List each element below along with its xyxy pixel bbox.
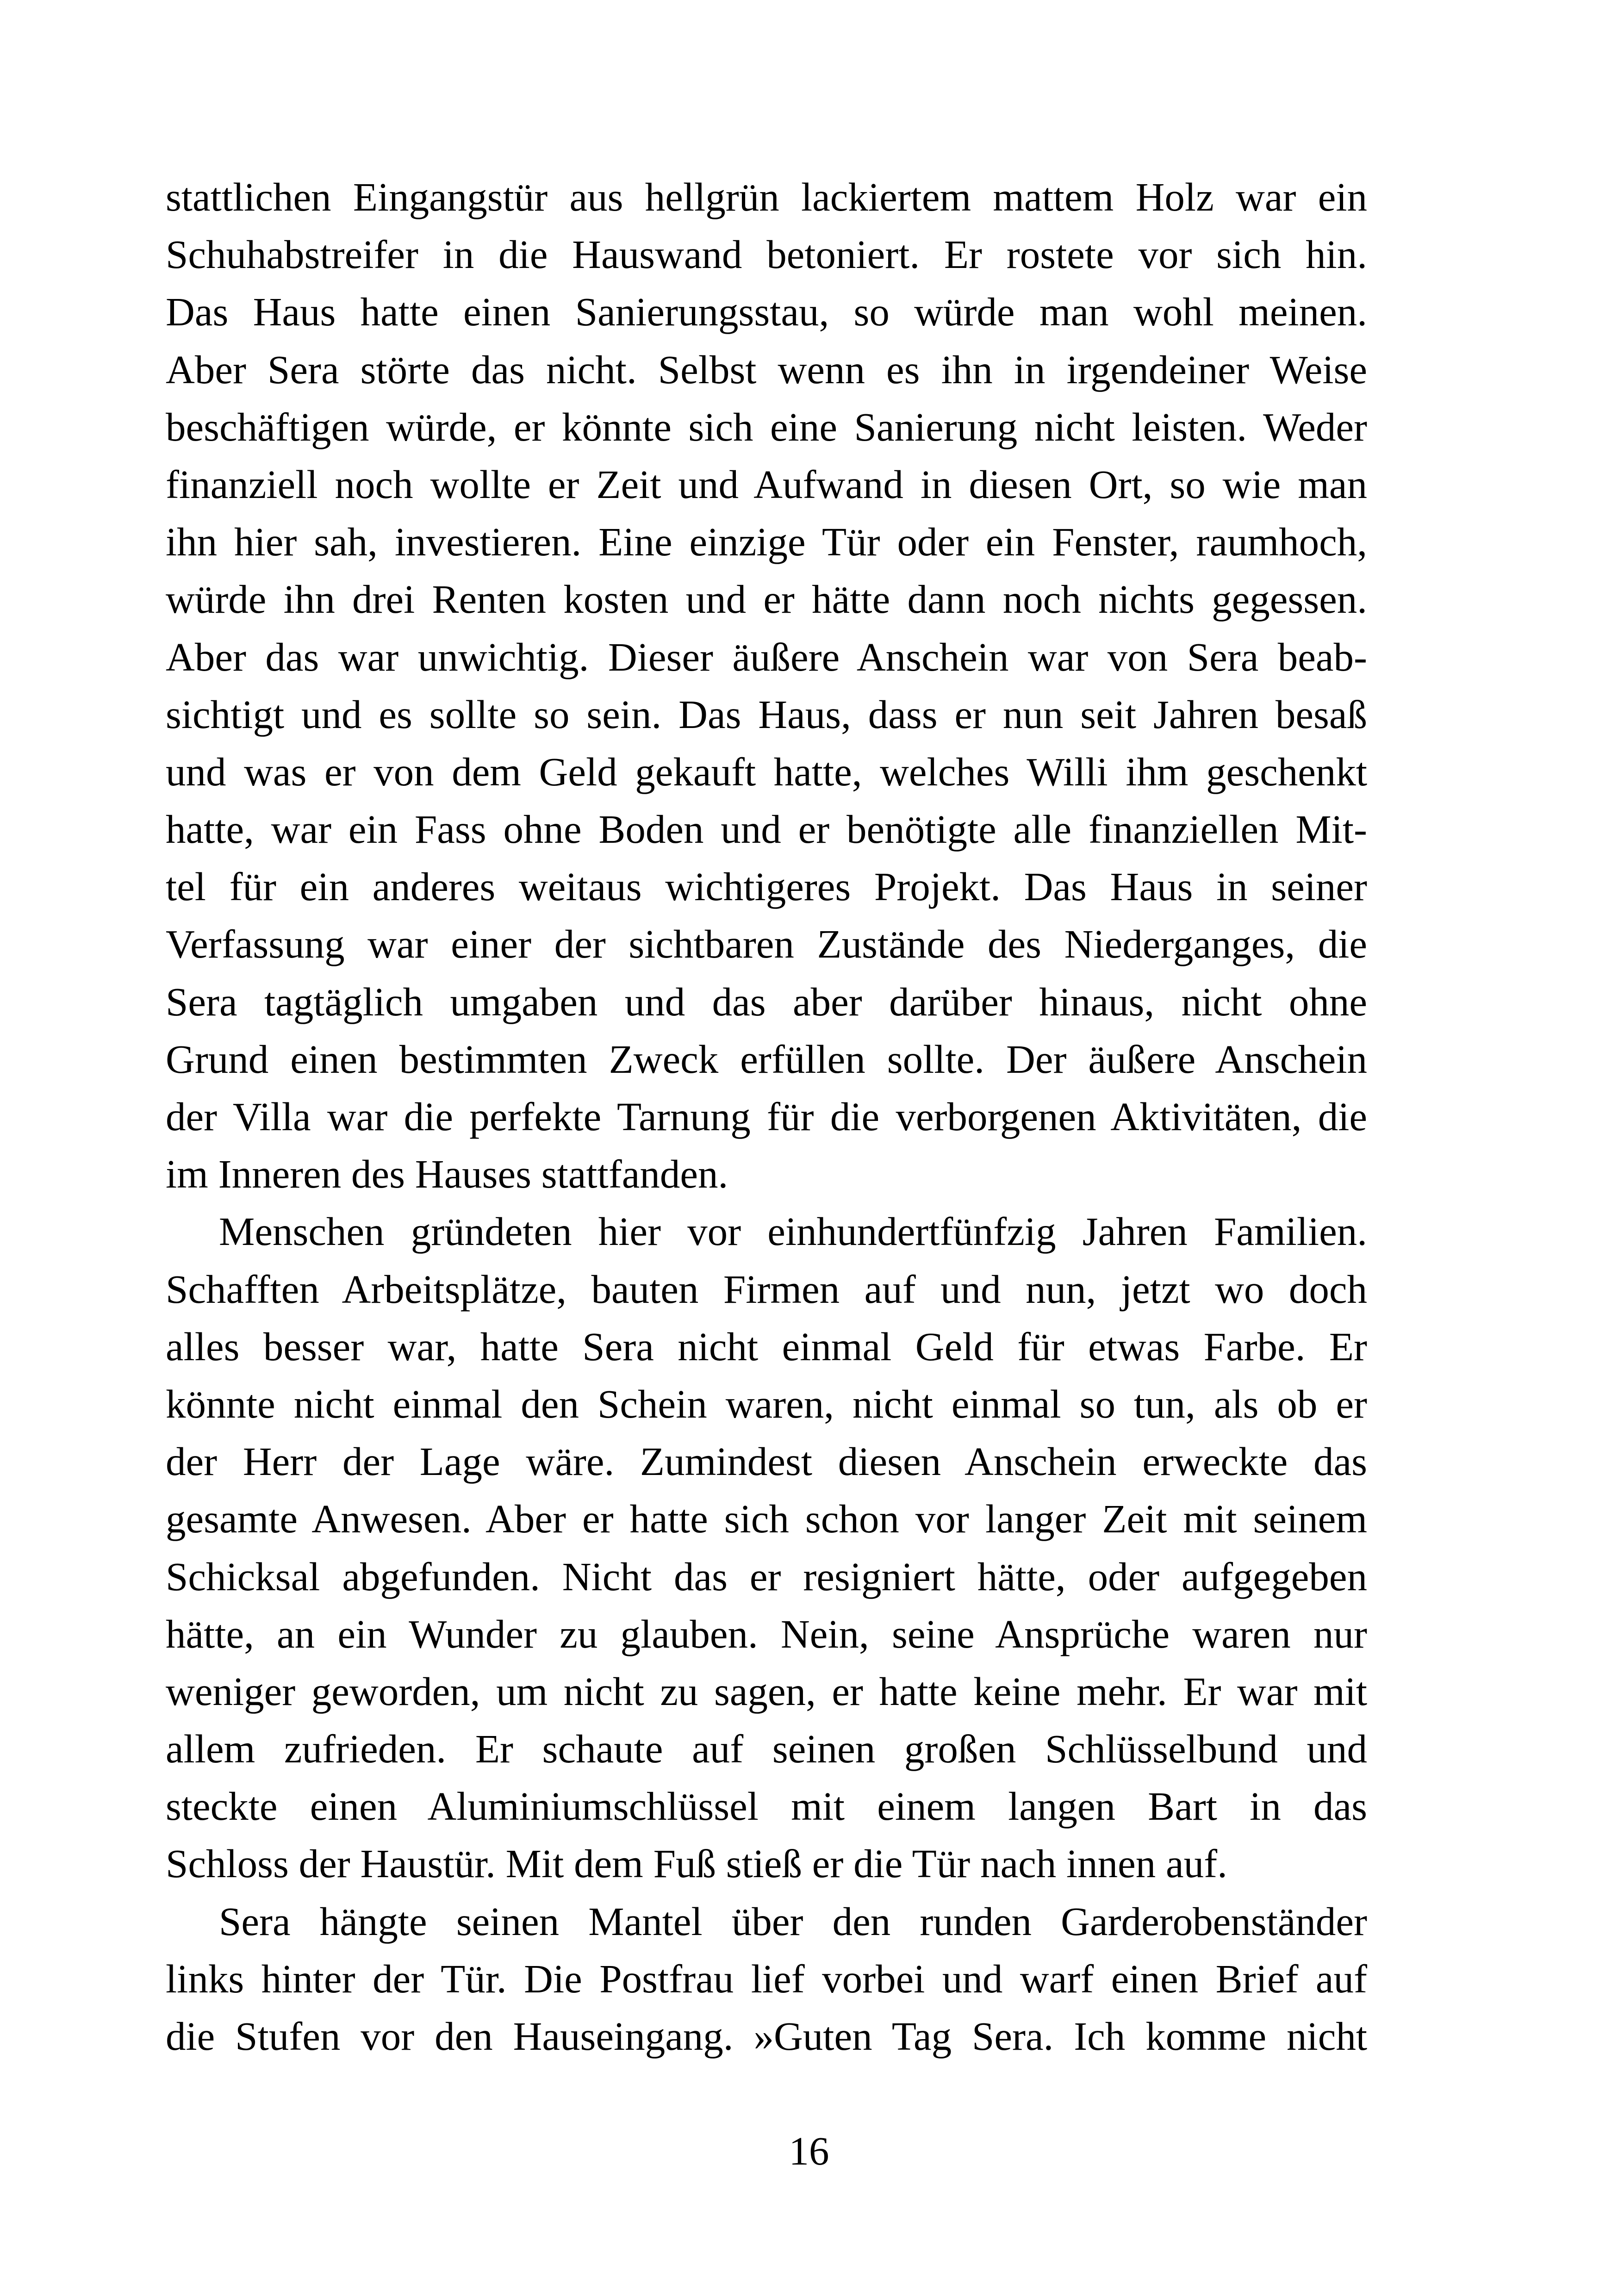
text-line: die Stufen vor den Hauseingang. »Guten Tag Sera. Ich komme nicht: [166, 2014, 1367, 2059]
text-line: Sera hängte seinen Mantel über den runden Garderobenständer: [219, 1898, 1367, 1944]
text-line: könnte nicht einmal den Schein waren, nicht einmal so tun, als ob er: [166, 1381, 1367, 1426]
text-line: Sera tagtäglich umgaben und das aber darüber hinaus, nicht ohne: [166, 979, 1367, 1024]
text-line: Schicksal abgefunden. Nicht das er resigniert hätte, oder aufgegeben: [166, 1554, 1367, 1599]
text-line: steckte einen Aluminiumschlüssel mit einem langen Bart in das: [166, 1784, 1367, 1829]
text-line: ihn hier sah, investieren. Eine einzige Tür oder ein Fenster, raumhoch,: [166, 519, 1367, 565]
text-line: gesamte Anwesen. Aber er hatte sich schon vor langer Zeit mit seinem: [166, 1496, 1367, 1542]
text-line: Schloss der Haustür. Mit dem Fuß stieß er die Tür nach innen auf.: [166, 1841, 1227, 1886]
text-line: tel für ein anderes weitaus wichtigeres Projekt. Das Haus in seiner: [166, 864, 1367, 909]
text-line: im Inneren des Hauses stattfanden.: [166, 1151, 728, 1197]
paragraph: [166, 168, 1367, 1203]
text-line: stattlichen Eingangstür aus hellgrün lackiertem mattem Holz war ein: [166, 174, 1367, 219]
body-text: [166, 168, 1367, 2065]
text-line: Schuhabstreifer in die Hauswand betoniert. Er rostete vor sich hin.: [166, 232, 1367, 277]
text-line: Aber Sera störte das nicht. Selbst wenn es ihn in irgendeiner Weise: [166, 347, 1367, 392]
text-line: Verfassung war einer der sichtbaren Zustände des Niederganges, die: [166, 921, 1367, 967]
paragraph: [166, 1203, 1367, 1892]
text-line: und was er von dem Geld gekauft hatte, welches Willi ihm geschenkt: [166, 749, 1367, 794]
text-line: beschäftigen würde, er könnte sich eine Sanierung nicht leisten. Weder: [166, 404, 1367, 449]
text-line: Grund einen bestimmten Zweck erfüllen sollte. Der äußere Anschein: [166, 1036, 1367, 1082]
text-line: sichtigt und es sollte so sein. Das Haus, dass er nun seit Jahren besaß: [166, 691, 1367, 737]
text-line: links hinter der Tür. Die Postfrau lief vorbei und warf einen Brief auf: [166, 1956, 1367, 2001]
text-line: finanziell noch wollte er Zeit und Aufwand in diesen Ort, so wie man: [166, 461, 1367, 507]
text-line: der Herr der Lage wäre. Zumindest diesen Anschein erweckte das: [166, 1439, 1367, 1484]
text-line: der Villa war die perfekte Tarnung für die verborgenen Aktivitäten, die: [166, 1094, 1367, 1139]
paragraph: [166, 1893, 1367, 2066]
text-line: Aber das war unwichtig. Dieser äußere Anschein war von Sera beab-: [166, 634, 1367, 679]
text-line: alles besser war, hatte Sera nicht einmal Geld für etwas Farbe. Er: [166, 1324, 1367, 1369]
text-line: Das Haus hatte einen Sanierungsstau, so würde man wohl meinen.: [166, 289, 1367, 335]
text-line: allem zufrieden. Er schaute auf seinen großen Schlüsselbund und: [166, 1726, 1367, 1772]
text-line: weniger geworden, um nicht zu sagen, er hatte keine mehr. Er war mit: [166, 1668, 1367, 1714]
page-number: 16: [789, 2128, 829, 2173]
text-line: hätte, an ein Wunder zu glauben. Nein, seine Ansprüche waren nur: [166, 1611, 1367, 1656]
text-line: Schafften Arbeitsplätze, bauten Firmen auf und nun, jetzt wo doch: [166, 1266, 1367, 1312]
text-line: Menschen gründeten hier vor einhundertfünfzig Jahren Familien.: [219, 1209, 1367, 1254]
text-line: würde ihn drei Renten kosten und er hätte dann noch nichts gegessen.: [166, 577, 1367, 622]
text-line: hatte, war ein Fass ohne Boden und er benötigte alle finanziellen Mit-: [166, 807, 1367, 852]
